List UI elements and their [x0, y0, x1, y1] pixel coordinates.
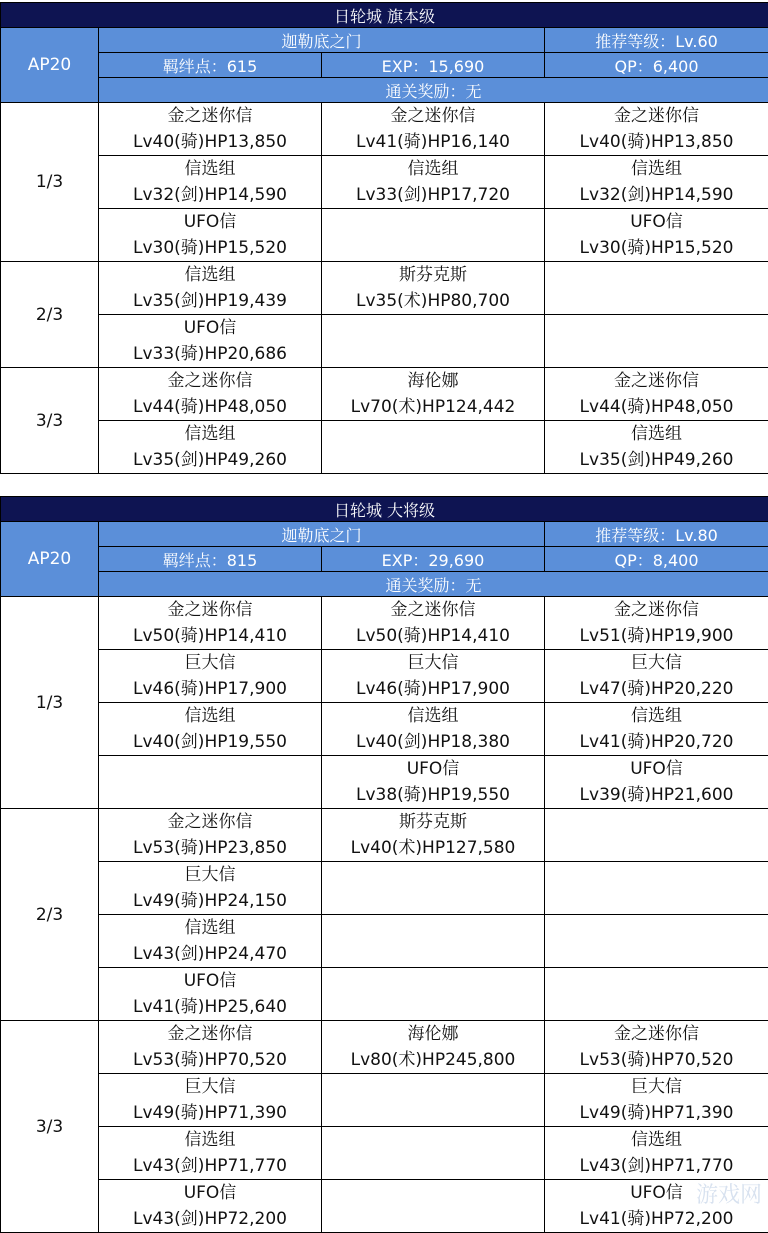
enemy-stats: Lv30(骑)HP15,520: [99, 235, 321, 261]
enemy-stats: Lv80(术)HP245,800: [322, 1047, 544, 1073]
enemy-stats: Lv49(骑)HP71,390: [545, 1100, 768, 1126]
clear-reward-row: [1, 572, 768, 597]
bond-points: 羁绊点：615: [99, 53, 322, 78]
enemy-cell: [99, 862, 322, 915]
enemy-cell: [99, 368, 322, 421]
bond-points: 羁绊点：815: [99, 547, 322, 572]
enemy-stats: Lv53(骑)HP70,520: [99, 1047, 321, 1073]
enemy-name: 斯芬克斯: [322, 809, 544, 835]
quest-name: 迦勒底之门: [99, 522, 545, 547]
enemy-stats: Lv43(剑)HP72,200: [99, 1206, 321, 1232]
enemy-name: UFO信: [99, 1180, 321, 1206]
info-row: [1, 522, 768, 547]
enemy-stats: Lv43(剑)HP71,770: [99, 1153, 321, 1179]
enemy-cell: [545, 915, 768, 968]
enemy-cell: [322, 421, 545, 474]
enemy-stats: Lv50(骑)HP14,410: [99, 623, 321, 649]
enemy-row: [1, 368, 768, 421]
enemy-name: 信选组: [99, 262, 321, 288]
enemy-cell: [322, 650, 545, 703]
enemy-stats: Lv40(骑)HP13,850: [99, 129, 321, 155]
enemy-cell: [322, 703, 545, 756]
enemy-name: 信选组: [322, 156, 544, 182]
enemy-stats: Lv40(术)HP127,580: [322, 835, 544, 861]
enemy-cell: [99, 421, 322, 474]
wave-label: 1/3: [1, 597, 99, 809]
enemy-stats: Lv35(术)HP80,700: [322, 288, 544, 314]
enemy-cell: [545, 209, 768, 262]
enemy-stats: Lv43(剑)HP24,470: [99, 941, 321, 967]
qp-value: QP：6,400: [545, 53, 768, 78]
reward-row: [1, 547, 768, 572]
enemy-cell: [99, 103, 322, 156]
wave-label: 2/3: [1, 262, 99, 368]
enemy-name: 信选组: [545, 421, 768, 447]
enemy-stats: Lv53(骑)HP23,850: [99, 835, 321, 861]
enemy-name: 海伦娜: [322, 1021, 544, 1047]
wave-label: 3/3: [1, 1021, 99, 1233]
enemy-row: [1, 915, 768, 968]
enemy-row: [1, 809, 768, 862]
enemy-name: 斯芬克斯: [322, 262, 544, 288]
enemy-name: 巨大信: [99, 862, 321, 888]
enemy-name: 信选组: [99, 156, 321, 182]
enemy-cell: [545, 262, 768, 315]
enemy-name: UFO信: [99, 315, 321, 341]
enemy-name: 金之迷你信: [322, 597, 544, 623]
enemy-cell: [545, 650, 768, 703]
enemy-name: 巨大信: [322, 650, 544, 676]
enemy-cell: [322, 862, 545, 915]
enemy-stats: Lv38(骑)HP19,550: [322, 782, 544, 808]
enemy-name: UFO信: [99, 968, 321, 994]
enemy-cell: [99, 650, 322, 703]
enemy-row: [1, 1074, 768, 1127]
enemy-stats: Lv47(骑)HP20,220: [545, 676, 768, 702]
quest-title: 日轮城 大将级: [1, 497, 768, 522]
title-row: [1, 3, 768, 28]
enemy-cell: [545, 421, 768, 474]
enemy-row: [1, 315, 768, 368]
enemy-stats: Lv44(骑)HP48,050: [99, 394, 321, 420]
enemy-name: 金之迷你信: [545, 1021, 768, 1047]
enemy-stats: Lv46(骑)HP17,900: [322, 676, 544, 702]
enemy-name: 信选组: [322, 703, 544, 729]
enemy-name: 金之迷你信: [322, 103, 544, 129]
ap-cost: AP20: [1, 28, 99, 103]
enemy-cell: [99, 597, 322, 650]
enemy-cell: [545, 315, 768, 368]
enemy-stats: Lv70(术)HP124,442: [322, 394, 544, 420]
enemy-cell: [545, 968, 768, 1021]
enemy-stats: Lv33(骑)HP20,686: [99, 341, 321, 367]
enemy-cell: [322, 1021, 545, 1074]
enemy-name: UFO信: [545, 756, 768, 782]
enemy-row: [1, 1021, 768, 1074]
enemy-stats: Lv51(骑)HP19,900: [545, 623, 768, 649]
enemy-name: 金之迷你信: [545, 103, 768, 129]
enemy-name: UFO信: [545, 209, 768, 235]
enemy-cell: [99, 156, 322, 209]
enemy-row: [1, 968, 768, 1021]
enemy-cell: [322, 209, 545, 262]
enemy-stats: Lv40(剑)HP18,380: [322, 729, 544, 755]
enemy-cell: [545, 809, 768, 862]
reward-row: [1, 53, 768, 78]
info-row: [1, 28, 768, 53]
enemy-cell: [545, 1127, 768, 1180]
ap-cost: AP20: [1, 522, 99, 597]
wave-label: 1/3: [1, 103, 99, 262]
enemy-stats: Lv40(剑)HP19,550: [99, 729, 321, 755]
enemy-stats: Lv44(骑)HP48,050: [545, 394, 768, 420]
quest-table-body: [1, 497, 768, 1233]
clear-reward-row: [1, 78, 768, 103]
qp-value: QP：8,400: [545, 547, 768, 572]
quest-title: 日轮城 旗本级: [1, 3, 768, 28]
enemy-stats: Lv35(剑)HP19,439: [99, 288, 321, 314]
enemy-name: 信选组: [99, 703, 321, 729]
quest-table: [0, 496, 768, 1233]
enemy-cell: [99, 809, 322, 862]
quest-table: [0, 2, 768, 474]
enemy-stats: Lv41(骑)HP20,720: [545, 729, 768, 755]
enemy-cell: [322, 915, 545, 968]
enemy-stats: Lv35(剑)HP49,260: [545, 447, 768, 473]
exp-value: EXP：15,690: [322, 53, 545, 78]
enemy-cell: [322, 368, 545, 421]
enemy-cell: [322, 809, 545, 862]
recommended-level: 推荐等级：Lv.80: [545, 522, 768, 547]
enemy-row: [1, 1180, 768, 1233]
enemy-cell: [99, 1180, 322, 1233]
enemy-cell: [99, 1021, 322, 1074]
enemy-stats: Lv49(骑)HP71,390: [99, 1100, 321, 1126]
enemy-name: 巨大信: [99, 650, 321, 676]
enemy-cell: [99, 1074, 322, 1127]
enemy-row: [1, 262, 768, 315]
recommended-level: 推荐等级：Lv.60: [545, 28, 768, 53]
enemy-cell: [322, 315, 545, 368]
enemy-name: UFO信: [545, 1180, 768, 1206]
enemy-cell: [545, 756, 768, 809]
enemy-cell: [322, 156, 545, 209]
enemy-cell: [545, 1180, 768, 1233]
enemy-name: 金之迷你信: [99, 103, 321, 129]
enemy-cell: [99, 968, 322, 1021]
clear-reward: 通关奖励：无: [99, 78, 768, 103]
enemy-row: [1, 756, 768, 809]
enemy-name: 金之迷你信: [99, 809, 321, 835]
enemy-cell: [99, 756, 322, 809]
enemy-stats: Lv49(骑)HP24,150: [99, 888, 321, 914]
enemy-name: 信选组: [545, 703, 768, 729]
clear-reward: 通关奖励：无: [99, 572, 768, 597]
enemy-name: 信选组: [99, 421, 321, 447]
watermark: 游戏网: [696, 1178, 762, 1209]
enemy-stats: Lv41(骑)HP16,140: [322, 129, 544, 155]
enemy-name: 金之迷你信: [545, 368, 768, 394]
enemy-stats: Lv30(骑)HP15,520: [545, 235, 768, 261]
enemy-cell: [545, 862, 768, 915]
enemy-name: 巨大信: [99, 1074, 321, 1100]
enemy-cell: [99, 915, 322, 968]
enemy-cell: [322, 968, 545, 1021]
enemy-name: 海伦娜: [322, 368, 544, 394]
enemy-stats: Lv33(剑)HP17,720: [322, 182, 544, 208]
enemy-cell: [545, 156, 768, 209]
enemy-row: [1, 1127, 768, 1180]
enemy-cell: [545, 103, 768, 156]
enemy-stats: Lv41(骑)HP72,200: [545, 1206, 768, 1232]
enemy-name: 信选组: [99, 1127, 321, 1153]
enemy-cell: [99, 209, 322, 262]
enemy-cell: [99, 703, 322, 756]
enemy-cell: [545, 703, 768, 756]
enemy-row: [1, 421, 768, 474]
enemy-row: [1, 862, 768, 915]
enemy-stats: Lv32(剑)HP14,590: [99, 182, 321, 208]
enemy-cell: [322, 262, 545, 315]
title-row: [1, 497, 768, 522]
enemy-name: 金之迷你信: [545, 597, 768, 623]
enemy-stats: Lv53(骑)HP70,520: [545, 1047, 768, 1073]
exp-value: EXP：29,690: [322, 547, 545, 572]
enemy-stats: Lv35(剑)HP49,260: [99, 447, 321, 473]
enemy-name: 信选组: [99, 915, 321, 941]
enemy-cell: [545, 1021, 768, 1074]
enemy-stats: Lv50(骑)HP14,410: [322, 623, 544, 649]
enemy-name: 信选组: [545, 1127, 768, 1153]
wave-label: 3/3: [1, 368, 99, 474]
enemy-name: 巨大信: [545, 650, 768, 676]
enemy-cell: [545, 597, 768, 650]
quest-name: 迦勒底之门: [99, 28, 545, 53]
enemy-cell: [322, 597, 545, 650]
enemy-stats: Lv39(骑)HP21,600: [545, 782, 768, 808]
enemy-cell: [545, 1074, 768, 1127]
enemy-stats: Lv32(剑)HP14,590: [545, 182, 768, 208]
enemy-name: 金之迷你信: [99, 368, 321, 394]
enemy-stats: Lv41(骑)HP25,640: [99, 994, 321, 1020]
enemy-stats: Lv43(剑)HP71,770: [545, 1153, 768, 1179]
enemy-row: [1, 156, 768, 209]
enemy-cell: [99, 1127, 322, 1180]
enemy-row: [1, 209, 768, 262]
enemy-cell: [545, 368, 768, 421]
enemy-stats: Lv40(骑)HP13,850: [545, 129, 768, 155]
enemy-row: [1, 597, 768, 650]
wave-label: 2/3: [1, 809, 99, 1021]
enemy-row: [1, 103, 768, 156]
enemy-row: [1, 703, 768, 756]
enemy-stats: Lv46(骑)HP17,900: [99, 676, 321, 702]
enemy-cell: [322, 1127, 545, 1180]
quest-table-body: [1, 3, 768, 474]
enemy-name: 巨大信: [545, 1074, 768, 1100]
enemy-cell: [322, 1074, 545, 1127]
enemy-cell: [322, 756, 545, 809]
enemy-name: UFO信: [99, 209, 321, 235]
enemy-cell: [99, 315, 322, 368]
enemy-row: [1, 650, 768, 703]
enemy-name: 信选组: [545, 156, 768, 182]
enemy-cell: [322, 1180, 545, 1233]
enemy-name: 金之迷你信: [99, 597, 321, 623]
enemy-name: 金之迷你信: [99, 1021, 321, 1047]
enemy-name: UFO信: [322, 756, 544, 782]
enemy-cell: [322, 103, 545, 156]
enemy-cell: [99, 262, 322, 315]
